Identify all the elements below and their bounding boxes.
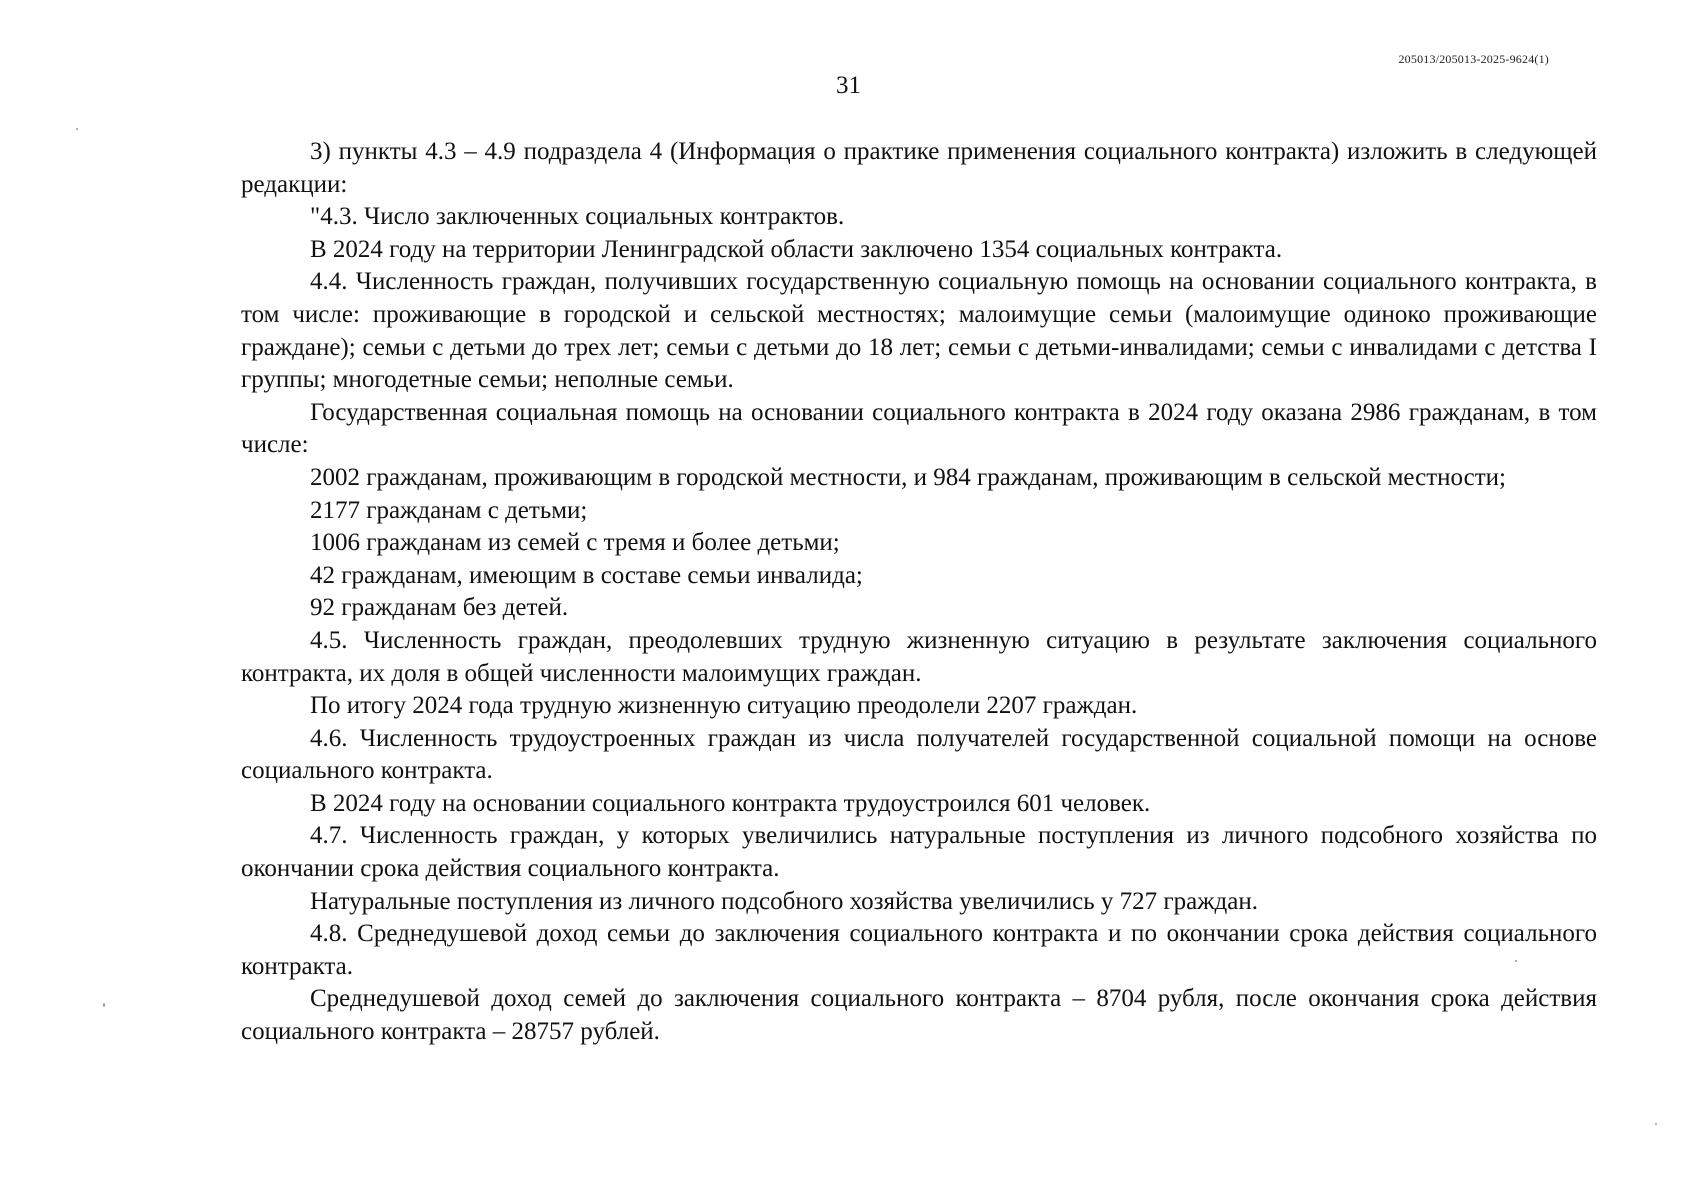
paragraph-section-4-3-heading: "4.3. Число заключенных социальных контрактов.	[310, 203, 845, 231]
paragraph-with-children: 2177 гражданам с детьми;	[310, 496, 588, 524]
paragraph-section-4-8-heading: 4.8. Среднедушевой доход семьи до заключения социального контракта и по окончании срока действия социального контракта.	[241, 920, 1597, 980]
scan-speck	[103, 1003, 105, 1007]
paragraph-section-4-5-heading: 4.5. Численность граждан, преодолевших трудную жизненную ситуацию в результате заключения социального контракта, их доля в общей численности малоимущих граждан.	[241, 626, 1597, 687]
paragraph-section-4-5-text: По итогу 2024 года трудную жизненную ситуацию преодолели 2207 граждан.	[310, 692, 1138, 720]
scan-speck	[1515, 960, 1517, 962]
scan-speck	[1655, 1123, 1657, 1125]
document-registration-number: 205013/205013-2025-9624(1)	[1398, 52, 1549, 66]
paragraph-without-children: 92 гражданам без детей.	[310, 594, 569, 622]
paragraph-section-4-6-text: В 2024 году на основании социального контракта трудоустроился 601 человек.	[310, 789, 1151, 817]
page-number: 31	[836, 72, 861, 99]
paragraph-urban-rural: 2002 гражданам, проживающим в городской местности, и 984 гражданам, проживающим в сельской местности;	[310, 463, 1506, 491]
paragraph-section-4-6-heading: 4.6. Численность трудоустроенных граждан из числа получателей государственной социальной помощи на основе социального контракта.	[241, 724, 1597, 785]
paragraph-large-families: 1006 гражданам из семей с тремя и более детьми;	[310, 529, 840, 557]
paragraph-section-4-8-text: Среднедушевой доход семей до заключения социального контракта – 8704 рубля, после окончания срока действия социального контракта – 28757 рублей.	[241, 985, 1597, 1046]
paragraph-section-4-7-heading: 4.7. Численность граждан, у которых увеличились натуральные поступления из личного подсобного хозяйства по окончании срока действия социального контракта.	[241, 822, 1597, 883]
document-body	[241, 136, 1597, 1049]
paragraph-section-4-4-heading: 4.4. Численность граждан, получивших государственную социальную помощь на основании социального контракта, в том числе: проживающие в городской и сельской местностях; малоимущие семьи (малоимущие одиноко проживающие граждане); семьи с детьми до трех лет; семьи с детьми до 18 лет; семьи с детьми-инвалидами; семьи с инвалидами с детства I группы; многодетные семьи; неполные семьи.	[241, 268, 1597, 394]
paragraph-disabled-member: 42 гражданам, имеющим в составе семьи инвалида;	[310, 561, 863, 589]
paragraph-amendment-intro: 3) пункты 4.3 – 4.9 подраздела 4 (Информация о практике применения социального контракта) изложить в следующей редакции:	[241, 138, 1597, 198]
paragraph-section-4-4-total: Государственная социальная помощь на основании социального контракта в 2024 году оказана 2986 гражданам, в том числе:	[241, 398, 1597, 459]
paragraph-section-4-3-text: В 2024 году на территории Ленинградской области заключено 1354 социальных контракта.	[310, 235, 1283, 263]
scan-speck	[76, 128, 78, 130]
paragraph-section-4-7-text: Натуральные поступления из личного подсобного хозяйства увеличились у 727 граждан.	[310, 887, 1258, 915]
